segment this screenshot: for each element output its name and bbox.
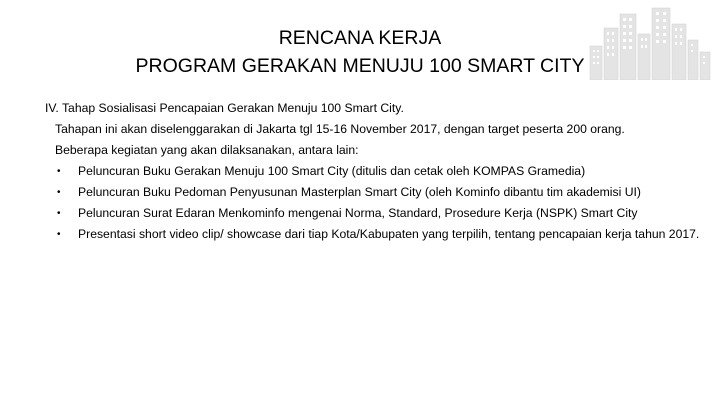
- intro-text: Tahapan ini akan diselenggarakan di Jakarta tgl 15-16 November 2017, dengan target peserta 200 orang.: [55, 122, 625, 136]
- list-item-text: Peluncuran Buku Gerakan Menuju 100 Smart City (ditulis dan cetak oleh KOMPAS Gramedia): [78, 164, 586, 178]
- bullet-icon: •: [57, 229, 61, 240]
- title-line-1: RENCANA KERJA: [278, 27, 442, 49]
- activity-list: [45, 161, 705, 245]
- list-item-text: Presentasi short video clip/ showcase dari tiap Kota/Kabupaten yang terpilih, tentang pencapaian kerja tahun 2017.: [78, 227, 700, 241]
- list-item: [57, 224, 705, 245]
- title-line-2: PROGRAM GERAKAN MENUJU 100 SMART CITY: [135, 55, 585, 77]
- city-skyline-icon: [588, 6, 712, 80]
- activities-label: Beberapa kegiatan yang akan dilaksanakan, antara lain:: [55, 143, 359, 157]
- list-item: [57, 161, 705, 182]
- bullet-icon: •: [57, 187, 61, 198]
- list-item-text: Peluncuran Buku Pedoman Penyusunan Masterplan Smart City (oleh Kominfo dibantu tim akademisi UI): [78, 185, 641, 199]
- slide-body: [45, 98, 705, 245]
- bullet-icon: •: [57, 166, 61, 177]
- section-heading: IV. Tahap Sosialisasi Pencapaian Gerakan Menuju 100 Smart City.: [45, 101, 404, 115]
- bullet-icon: •: [57, 208, 61, 219]
- list-item: [57, 182, 705, 203]
- list-item: [57, 203, 705, 224]
- list-item-text: Peluncuran Surat Edaran Menkominfo mengenai Norma, Standard, Prosedure Kerja (NSPK) Smart City: [78, 206, 638, 220]
